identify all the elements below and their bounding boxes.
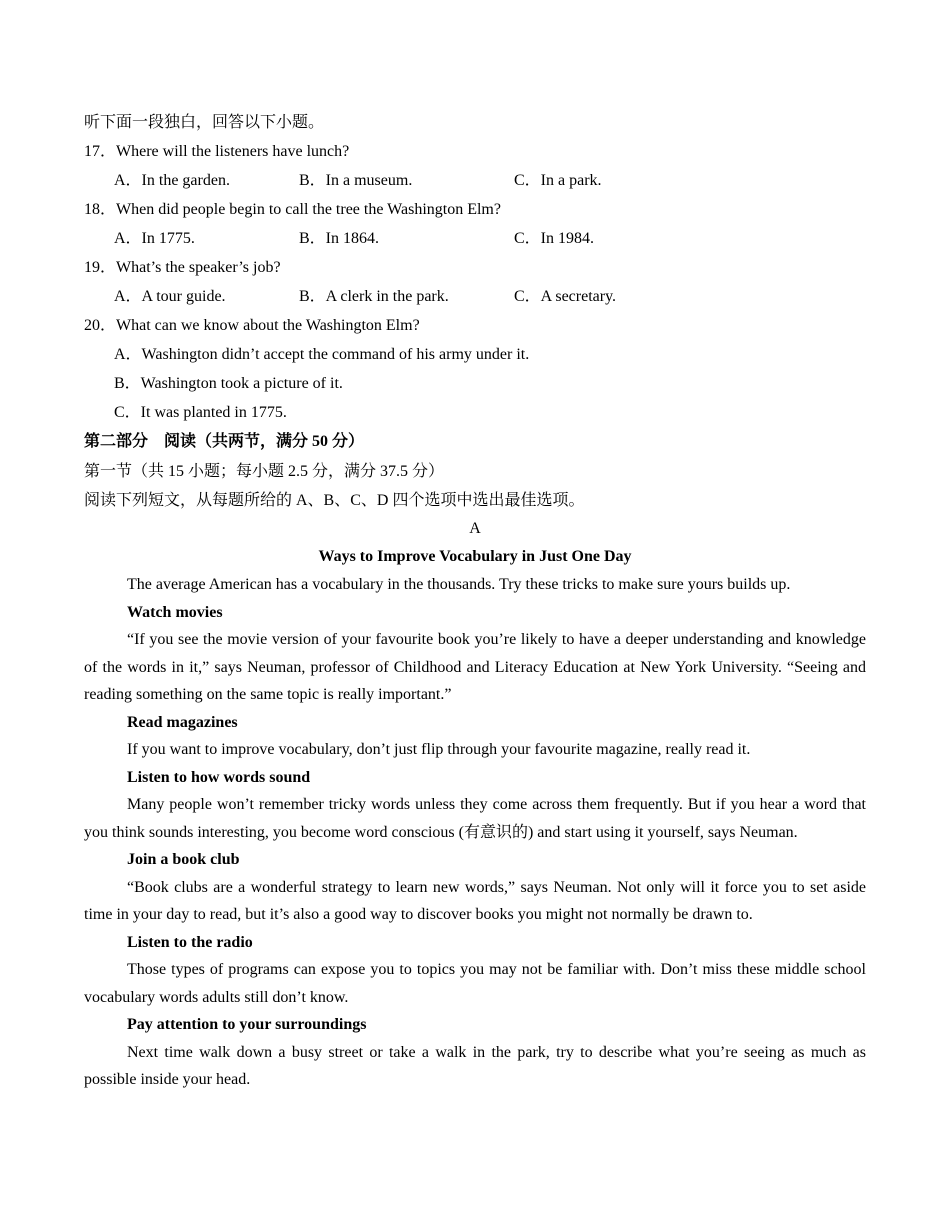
passage-letter: A: [469, 520, 481, 537]
option-b: B．In 1864.: [299, 230, 380, 247]
option-c: C．It was planted in 1775.: [114, 404, 287, 421]
section-heading: Listen to how words sound: [127, 768, 311, 786]
section-text: “If you see the movie version of your favourite book you’re likely to have a deeper understanding and knowledge of the words in it,” says Neuman, professor of Childhood and Literacy Education at New York University. “Seeing and reading something on the same topic is really important.”: [84, 631, 866, 703]
question-19-options: [84, 282, 866, 311]
listening-intro: 听下面一段独白，回答以下小题。: [84, 114, 325, 131]
section-heading: Read magazines: [127, 713, 238, 731]
option-a: A．In the garden.: [114, 172, 230, 189]
option-b: B．Washington took a picture of it.: [114, 375, 343, 392]
option-b: B．In a museum.: [299, 172, 413, 189]
option-b: B．A clerk in the park.: [299, 288, 449, 305]
reading-instructions: 阅读下列短文，从每题所给的 A、B、C、D 四个选项中选出最佳选项。: [84, 492, 585, 509]
question-18-options: [84, 224, 866, 253]
option-c: C．In 1984.: [514, 230, 595, 247]
option-a: A．Washington didn’t accept the command of his army under it.: [114, 346, 530, 363]
page-content: [84, 108, 866, 1094]
question-18-stem: 18．When did people begin to call the tree the Washington Elm?: [84, 201, 501, 218]
section-heading: Join a book club: [127, 851, 240, 868]
part-title: 第二部分 阅读（共两节，满分 50 分）: [84, 433, 365, 450]
question-17-stem: 17．Where will the listeners have lunch?: [84, 143, 350, 160]
option-a: A．A tour guide.: [114, 288, 226, 305]
passage-title: Ways to Improve Vocabulary in Just One Day: [318, 548, 632, 565]
section-text: Those types of programs can expose you to topics you may not be familiar with. Don’t miss these middle school vocabulary words adults still don’t know.: [84, 961, 866, 1006]
question-17-options: [84, 166, 866, 195]
section-text: “Book clubs are a wonderful strategy to learn new words,” says Neuman. Not only will it force you to set aside time in your day to read, but it’s also a good way to discover books you might not normally be drawn to.: [84, 878, 866, 923]
section-title: 第一节（共 15 小题；每小题 2.5 分，满分 37.5 分）: [84, 463, 445, 480]
section-text: If you want to improve vocabulary, don’t just flip through your favourite magazine, really read it.: [127, 741, 751, 758]
section-heading: Pay attention to your surroundings: [127, 1016, 367, 1033]
section-text: Next time walk down a busy street or take a walk in the park, try to describe what you’re seeing as much as possible inside your head.: [84, 1043, 866, 1088]
section-heading: Watch movies: [127, 603, 223, 621]
section-heading: Listen to the radio: [127, 933, 253, 951]
option-c: C．In a park.: [514, 172, 602, 189]
section-text: Many people won’t remember tricky words unless they come across them frequently. But if you hear a word that you think sounds interesting, you become word conscious (有意识的) and start using it yourself, says Neuman.: [84, 796, 866, 841]
option-a: A．In 1775.: [114, 230, 195, 247]
question-19-stem: 19．What’s the speaker’s job?: [84, 259, 281, 276]
option-c: C．A secretary.: [514, 288, 617, 305]
passage-intro: The average American has a vocabulary in the thousands. Try these tricks to make sure yours builds up.: [127, 576, 791, 593]
question-20-stem: 20．What can we know about the Washington Elm?: [84, 317, 420, 334]
